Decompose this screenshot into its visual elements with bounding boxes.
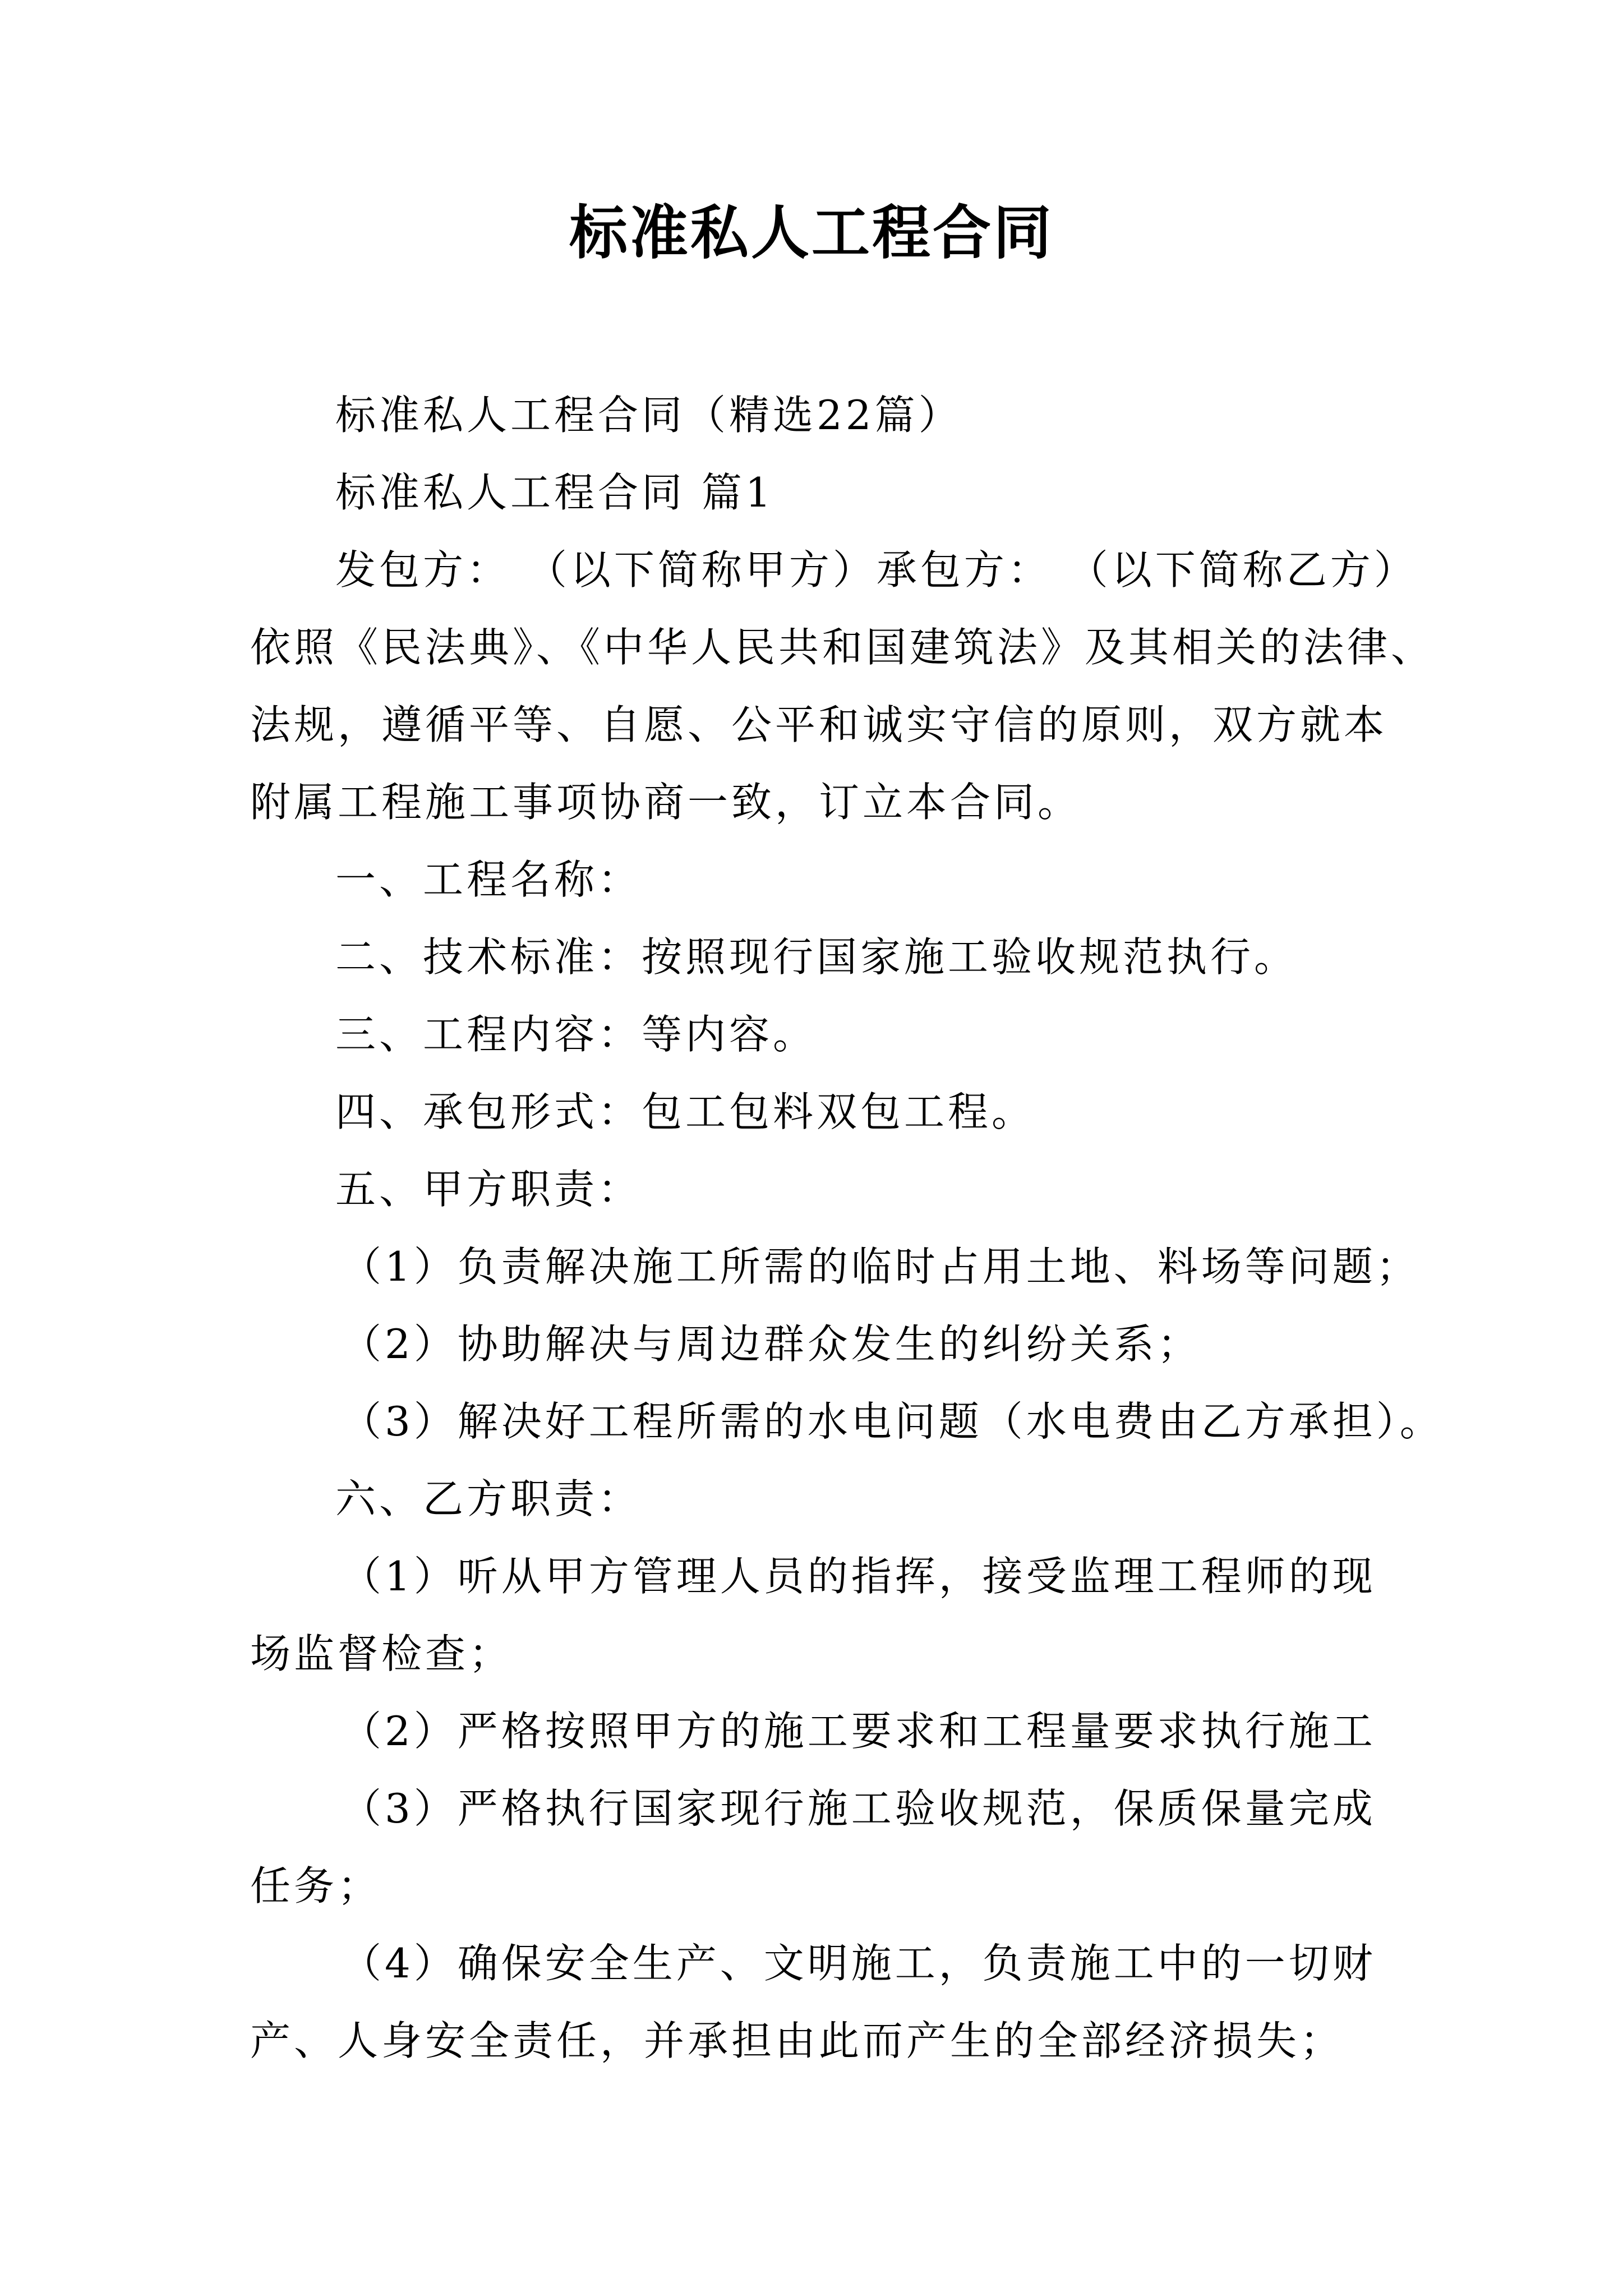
clause-item: （2）协助解决与周边群众发生的纠纷关系； [341,1320,1201,1368]
document-title: 标准私人工程合同 [569,198,1054,267]
section-heading: 标准私人工程合同 篇1 [335,469,774,516]
clause-heading: 一、工程名称： [335,856,642,903]
clause-item-continuation: 任务； [250,1862,382,1910]
clause-item: （1）听从甲方管理人员的指挥，接受监理工程师的现 [341,1553,1376,1600]
clause-item-continuation: 产、人身安全责任，并承担由此而产生的全部经济损失； [250,2017,1344,2064]
paragraph-line: 附属工程施工事项协商一致，订立本合同。 [250,779,1082,826]
clause-item-continuation: 场监督检查； [250,1630,513,1677]
clause-item: （2）严格按照甲方的施工要求和工程量要求执行施工 [341,1708,1376,1755]
paragraph-line: 依照《民法典》、《中华人民共和国建筑法》及其相关的法律、 [250,624,1435,671]
clause-item: （4）确保安全生产、文明施工，负责施工中的一切财 [341,1940,1376,1987]
clause-heading: 三、工程内容：等内容。 [335,1011,817,1058]
subtitle-line: 标准私人工程合同（精选22篇） [335,392,962,439]
clause-heading: 六、乙方职责： [335,1475,642,1522]
clause-item: （1）负责解决施工所需的临时占用土地、料场等问题； [341,1243,1420,1290]
clause-item: （3）严格执行国家现行施工验收规范，保质保量完成 [341,1785,1376,1832]
clause-heading: 四、承包形式：包工包料双包工程。 [335,1088,1036,1135]
paragraph-line: 发包方： （以下简称甲方）承包方： （以下简称乙方） [335,546,1418,593]
clause-heading: 二、技术标准：按照现行国家施工验收规范执行。 [335,933,1298,981]
clause-heading: 五、甲方职责： [335,1166,642,1213]
clause-item: （3）解决好工程所需的水电问题（水电费由乙方承担）。 [341,1398,1444,1445]
paragraph-line: 法规，遵循平等、自愿、公平和诚实守信的原则，双方就本 [250,701,1388,748]
